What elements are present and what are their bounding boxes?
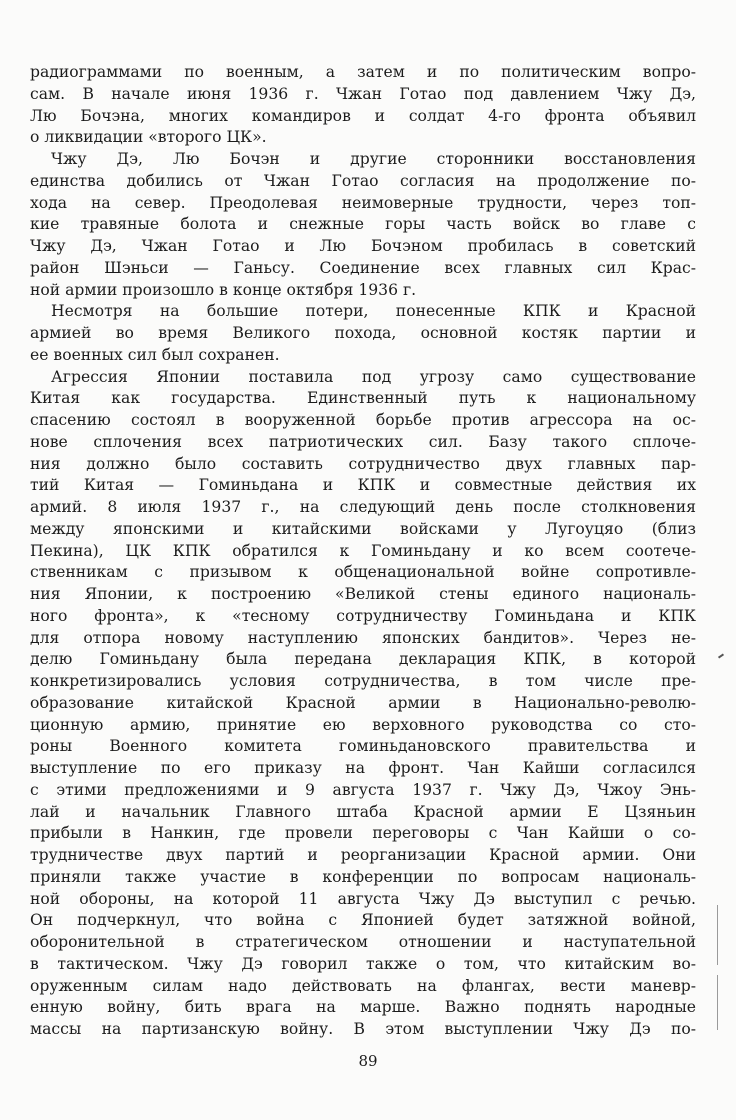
text-line: оборонительной в стратегическом отношении и наступательной [30, 933, 696, 951]
text-line: Агрессия Японии поставила под угрозу само существование [51, 367, 696, 386]
margin-rule-upper [717, 905, 718, 965]
text-line: Лю Бочэна, многих командиров и солдат 4-го фронта объявил [30, 106, 696, 125]
text-line: нове сплочения всех патриотических сил. Базу такого сплоче- [30, 432, 696, 451]
margin-rule-lower [717, 975, 718, 1030]
text-line: делю Гоминьдану была передана декларация КПК, в которой [30, 650, 696, 669]
text-line: Пекина), ЦК КПК обратился к Гоминьдану и ко всем соотече- [30, 541, 696, 560]
text-line: для отпора новому наступлению японских бандитов». Через не- [30, 628, 696, 647]
text-line: ния должно было составить сотрудничество двух главных пар- [30, 454, 696, 473]
text-line: лай и начальник Главного штаба Красной армии Е Цзяньин [30, 802, 696, 821]
text-line: Чжу Дэ, Чжан Готао и Лю Бочэном пробилась в советский [30, 237, 696, 255]
text-line: спасению состоял в вооруженной борьбе против агрессора на ос- [30, 411, 696, 429]
paragraph [30, 367, 696, 1041]
paragraph [30, 149, 696, 301]
text-line: массы на партизанскую войну. В этом выступлении Чжу Дэ по- [30, 1020, 696, 1038]
text-line: ее военных сил был сохранен. [30, 345, 280, 364]
page-number: 89 [358, 1052, 378, 1070]
text-line: о ликвидации «второго ЦК». [30, 128, 267, 147]
text-line: с этими предложениями и 9 августа 1937 г. Чжу Дэ, Чжоу Энь- [30, 780, 696, 799]
paragraph [30, 301, 696, 366]
text-line: кие травяные болота и снежные горы часть войск во главе с [30, 215, 696, 234]
text-line: Несмотря на большие потери, понесенные КПК и Красной [51, 302, 696, 321]
text-line: роны Военного комитета гоминьдановского правительства и [30, 737, 696, 756]
text-line: тий Китая — Гоминьдана и КПК и совместные действия их [30, 476, 696, 495]
text-line: прибыли в Нанкин, где провели переговоры с Чан Кайши о со- [30, 824, 696, 843]
body-text [30, 62, 696, 1041]
text-line: выступление по его приказу на фронт. Чан Кайши согласился [30, 759, 696, 777]
text-line: ния Японии, к построению «Великой стены единого националь- [30, 585, 696, 603]
text-line: конкретизировались условия сотрудничества, в том числе пре- [30, 672, 696, 690]
text-line: ственникам с призывом к общенациональной войне сопротивле- [30, 563, 696, 582]
text-line: ного фронта», к «тесному сотрудничеству Гоминьдана и КПК [30, 606, 696, 625]
text-line: оруженным силам надо действовать на флангах, вести маневр- [30, 976, 696, 995]
paragraph [30, 62, 696, 149]
text-line: ционную армию, принятие ею верховного руководства со сто- [30, 715, 696, 734]
text-line: в тактическом. Чжу Дэ говорил также о том, что китайским во- [30, 954, 696, 973]
text-line: Он подчеркнул, что война с Японией будет затяжной войной, [30, 911, 696, 930]
text-line: ной армии произошло в конце октября 1936 г. [30, 280, 417, 299]
text-line: район Шэньси — Ганьсу. Соединение всех главных сил Крас- [30, 258, 696, 277]
text-line: енную войну, бить врага на марше. Важно поднять народные [30, 998, 696, 1017]
text-line: Чжу Дэ, Лю Бочэн и другие сторонники восстановления [51, 150, 696, 168]
text-line: приняли также участие в конференции по вопросам националь- [30, 867, 696, 886]
text-line: Китая как государства. Единственный путь к национальному [30, 389, 696, 408]
text-line: хода на север. Преодолевая неимоверные трудности, через топ- [30, 193, 696, 212]
text-line: трудничестве двух партий и реорганизации Красной армии. Они [30, 846, 696, 864]
text-line: образование китайской Красной армии в Национально-револю- [30, 693, 696, 712]
text-line: радиограммами по военным, а затем и по политическим вопро- [30, 63, 696, 81]
text-line: ной обороны, на которой 11 августа Чжу Дэ выступил с речью. [30, 889, 696, 908]
text-line: единства добились от Чжан Готао согласия на продолжение по- [30, 171, 696, 190]
margin-tick-mark [718, 653, 724, 658]
text-line: сам. В начале июня 1936 г. Чжан Готао под давлением Чжу Дэ, [30, 84, 696, 103]
text-line: армий. 8 июля 1937 г., на следующий день после столкновения [30, 498, 696, 516]
text-line: армией во время Великого похода, основной костяк партии и [30, 324, 696, 342]
text-line: между японскими и китайскими войсками у Лугоуцяо (близ [30, 519, 696, 538]
